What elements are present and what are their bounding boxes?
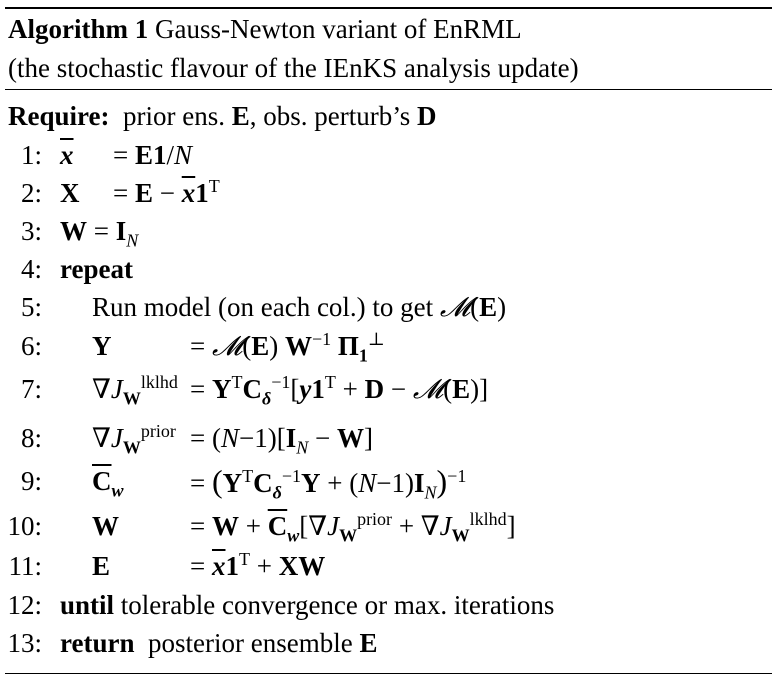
bottom-rule xyxy=(5,673,772,674)
line-number: 5: xyxy=(20,292,42,322)
line-2-lhs: X xyxy=(60,178,80,208)
line-11-rhs: = $\overline{x}1^T$ + XW xyxy=(190,549,326,581)
line-number: 8: xyxy=(20,423,42,453)
line-6-rhs: = 𝓜(E) $W^{-1}$ $\Pi_1^\perp$ xyxy=(190,329,385,366)
line-number: 3: xyxy=(20,216,42,246)
until-keyword: until xyxy=(60,590,115,620)
require-text-2: , obs. perturb’s xyxy=(249,101,411,131)
until-text: tolerable convergence or max. iterations xyxy=(120,590,555,620)
line-6-lhs: Y xyxy=(92,331,112,361)
line-number: 9: xyxy=(20,466,42,496)
line-number: 2: xyxy=(20,178,42,208)
return-E: E xyxy=(359,628,378,658)
line-12 xyxy=(60,590,554,620)
line-5-text: Run model (on each col.) to get 𝓜(E) xyxy=(92,292,507,322)
algorithm-title: Gauss-Newton variant of EnRML xyxy=(154,14,522,44)
return-keyword: return xyxy=(60,628,135,658)
require-text-1: prior ens. xyxy=(123,101,225,131)
line-9-lhs: $\overline{C}_w$ xyxy=(92,466,124,501)
xbar-symbol: $\overline{x}$ xyxy=(60,140,74,170)
return-text: posterior ensemble xyxy=(148,628,353,658)
line-13 xyxy=(60,628,377,658)
top-rule xyxy=(5,7,772,9)
line-7-lhs: $\nabla J_W^{lklhd}$ xyxy=(92,372,178,409)
line-11-lhs: E xyxy=(92,551,111,581)
line-1-rhs: = E1/N xyxy=(113,140,193,170)
line-7-rhs: = $Y^TC_\delta^{-1}[y1^T + D$ − 𝓜(E)] xyxy=(190,372,489,409)
line-number: 12: xyxy=(7,590,42,620)
line-number: 11: xyxy=(8,551,42,581)
line-number: 1: xyxy=(20,140,42,170)
line-8-lhs: $\nabla J_W^{prior}$ xyxy=(92,421,176,458)
line-8-rhs: = $(N-1)[I_N - W]$ xyxy=(190,423,373,458)
line-10-lhs: W xyxy=(92,511,119,541)
caption-rule xyxy=(5,89,772,90)
require-keyword: Require: xyxy=(8,101,110,131)
require-D: D xyxy=(416,101,437,131)
algorithm-label: Algorithm 1 xyxy=(8,14,149,44)
line-number: 7: xyxy=(20,374,42,404)
repeat-keyword: repeat xyxy=(60,254,133,284)
line-2-rhs: = $E - \overline{x}1^T$ xyxy=(113,176,220,208)
line-9-rhs: = $(Y^TC_\delta^{-1}Y + (N-1)I_N)^{-1}$ xyxy=(190,463,467,503)
line-number: 10: xyxy=(7,511,42,541)
line-1-lhs xyxy=(60,140,74,170)
caption-line-1 xyxy=(8,14,522,44)
require-E: E xyxy=(231,101,250,131)
algorithm-subtitle: (the stochastic flavour of the IEnKS analysis update) xyxy=(8,53,579,83)
require-line xyxy=(8,101,436,131)
line-number: 13: xyxy=(7,628,42,658)
line-number: 6: xyxy=(20,331,42,361)
line-10-rhs: = $W + \overline{C}_w[\nabla J_W^{prior} + \nabla J_W^{lklhd}]$ xyxy=(190,509,516,546)
line-number: 4: xyxy=(20,254,42,284)
line-3: $W = I_N$ xyxy=(60,216,139,251)
